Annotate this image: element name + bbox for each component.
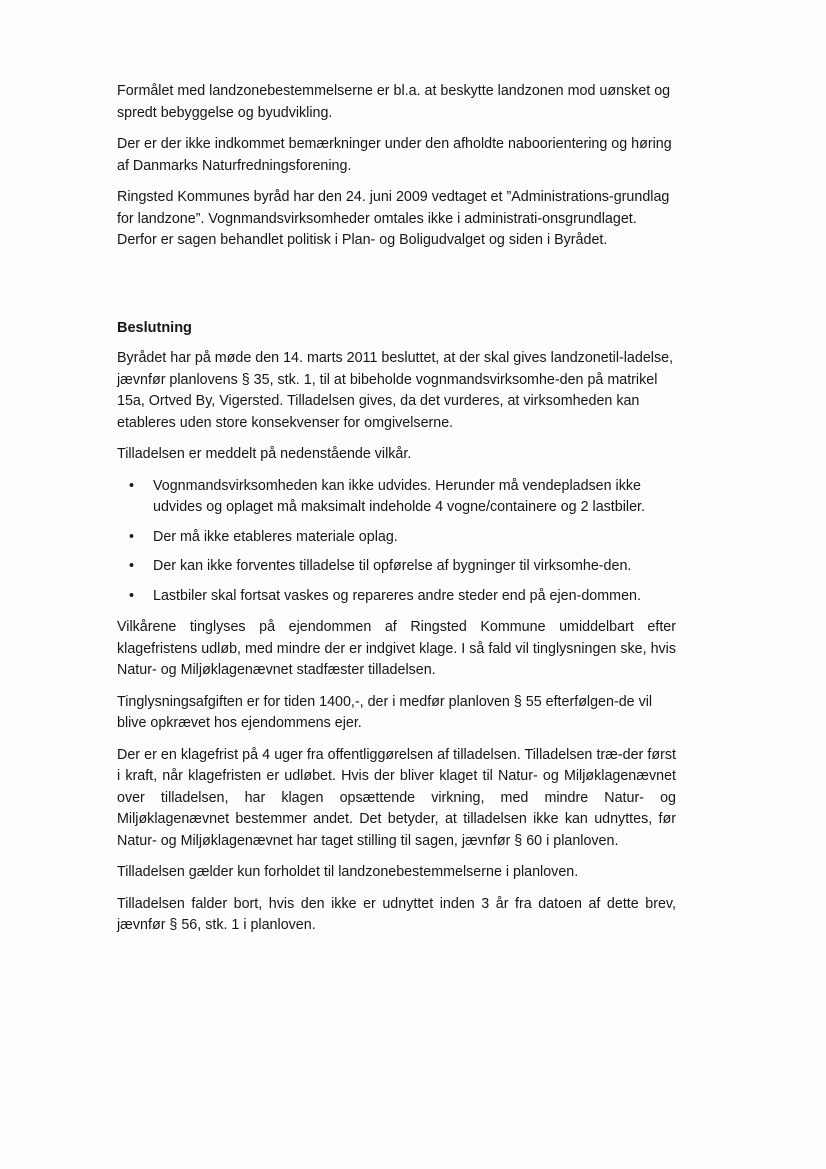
- condition-item: • Der må ikke etableres materiale oplag.: [117, 527, 676, 549]
- intro-paragraph-purpose: Formålet med landzonebestemmelserne er bl.a. at beskytte landzonen mod uønsket og spredt bebyggelse og byudvikling.: [117, 83, 671, 121]
- scope-paragraph: Tilladelsen gælder kun forholdet til landzonebestemmelserne i planloven.: [117, 864, 579, 880]
- conditions-list: [117, 476, 676, 608]
- decision-heading: Beslutning: [117, 319, 192, 336]
- condition-item: • Der kan ikke forventes tilladelse til opførelse af bygninger til virksomhe-den.: [117, 556, 676, 578]
- condition-item: • Lastbiler skal fortsat vaskes og repareres andre steder end på ejen-dommen.: [117, 586, 676, 608]
- decision-paragraph: Byrådet har på møde den 14. marts 2011 besluttet, at der skal gives landzonetil-ladelse, jævnfør planlovens § 35, stk. 1, til at bibeholde vognmandsvirksomhe-den på matrikel 15a, Ortved By, Vigersted. Tilladelsen gives, da det vurderes, at virksomheden kan etableres uden store konsekvenser for omgivelserne.: [117, 350, 674, 431]
- intro-paragraph-administration: Ringsted Kommunes byråd har den 24. juni 2009 vedtaget et ”Administrations-grundlag for landzone”. Vognmandsvirksomheder omtales ikke i administrati-onsgrundlaget. Derfor er sagen behandlet politisk i Plan- og Boligudvalget og siden i Byrådet.: [117, 189, 670, 248]
- appeal-paragraph: Der er en klagefrist på 4 uger fra offentliggørelsen af tilladelsen. Tilladelsen træ-der først i kraft, når klagefristen er udløbet. Hvis der bliver klaget til Natur- og Miljøklagenævnet over tilladelsen, har klagen opsættende virkning, med mindre Natur- og Miljøklagenævnet bestemmer andet. Det betyder, at tilladelsen ikke kan udnyttes, før Natur- og Miljøklagenævnet har taget stilling til sagen, jævnfør § 60 i planloven.: [117, 746, 676, 849]
- condition-item: • Vognmandsvirksomheden kan ikke udvides. Herunder må vendepladsen ikke udvides og oplaget må maksimalt indeholde 4 vogne/containere og 2 lastbiler.: [117, 476, 676, 519]
- expiry-paragraph: Tilladelsen falder bort, hvis den ikke er udnyttet inden 3 år fra datoen af dette brev, jævnfør § 56, stk. 1 i planloven.: [117, 895, 676, 933]
- intro-paragraph-hearing: Der er der ikke indkommet bemærkninger under den afholdte naboorientering og høring af Danmarks Naturfredningsforening.: [117, 136, 672, 174]
- fee-paragraph: Tinglysningsafgiften er for tiden 1400,-, der i medfør planloven § 55 efterfølgen-de vil blive opkrævet hos ejendommens ejer.: [117, 693, 653, 731]
- registration-paragraph: Vilkårene tinglyses på ejendommen af Ringsted Kommune umiddelbart efter klagefristens udløb, med mindre der er indgivet klage. I så fald vil tinglysningen ske, hvis Natur- og Miljøklagenævnet stadfæster tilladelsen.: [117, 619, 676, 678]
- conditions-intro: Tilladelsen er meddelt på nedenstående vilkår.: [117, 446, 412, 462]
